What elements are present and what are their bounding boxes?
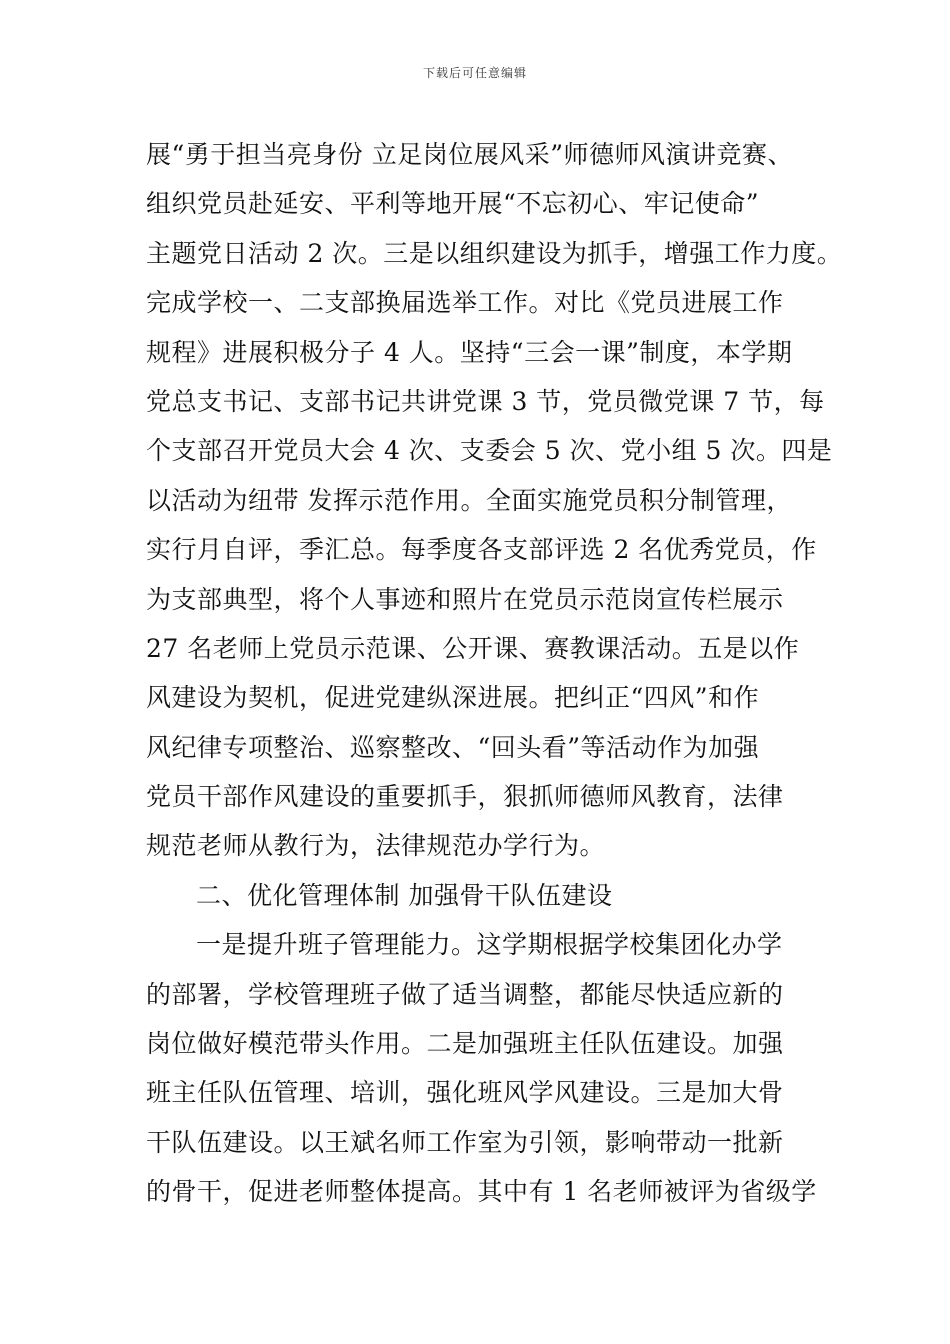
text-line: 组织党员赴延安、平利等地开展“不忘初心、牢记使命” [146, 189, 760, 219]
text-line: 完成学校一、二支部换届选举工作。对比《党员进展工作 [146, 288, 784, 318]
section-heading: 二、优化管理体制 加强骨干队伍建设 [196, 880, 613, 910]
text-line: 的部署，学校管理班子做了适当调整，都能尽快适应新的 [146, 979, 784, 1009]
text-line: 为支部典型，将个人事迹和照片在党员示范岗宣传栏展示 [146, 584, 784, 614]
text-line: 风建设为契机，促进党建纵深进展。把纠正“四风”和作 [146, 683, 760, 713]
text-line: 以活动为纽带 发挥示范作用。全面实施党员积分制管理， [146, 485, 792, 515]
text-line: 规范老师从教行为，法律规范办学行为。 [146, 831, 606, 861]
text-line: 干队伍建设。以王斌名师工作室为引领，影响带动一批新 [146, 1127, 784, 1157]
page-header-note: 下载后可任意编辑 [422, 66, 527, 80]
text-line: 主题党日活动 2 次。三是以组织建设为抓手，增强工作力度。 [146, 238, 843, 268]
text-line: 展“勇于担当亮身份 立足岗位展风采”师德师风演讲竞赛、 [146, 140, 794, 169]
text-line: 党员干部作风建设的重要抓手，狠抓师德师风教育，法律 [146, 782, 784, 812]
text-line: 岗位做好模范带头作用。二是加强班主任队伍建设。加强 [146, 1029, 784, 1059]
text-line: 个支部召开党员大会 4 次、支委会 5 次、党小组 5 次。四是 [146, 436, 833, 466]
text-line: 的骨干，促进老师整体提高。其中有 1 名老师被评为省级学 [146, 1177, 817, 1207]
document-body [146, 130, 843, 1217]
text-line: 风纪律专项整治、巡察整改、“回头看”等活动作为加强 [146, 732, 760, 762]
text-line: 规程》进展积极分子 4 人。坚持“三会一课”制度，本学期 [146, 337, 793, 367]
text-line: 实行月自评，季汇总。每季度各支部评选 2 名优秀党员，作 [146, 535, 817, 565]
text-line: 班主任队伍管理、培训，强化班风学风建设。三是加大骨 [146, 1078, 784, 1108]
text-line: 一是提升班子管理能力。这学期根据学校集团化办学 [196, 930, 783, 960]
text-line: 27 名老师上党员示范课、公开课、赛教课活动。五是以作 [146, 633, 800, 663]
text-line: 党总支书记、支部书记共讲党课 3 节，党员微党课 7 节，每 [146, 386, 825, 416]
